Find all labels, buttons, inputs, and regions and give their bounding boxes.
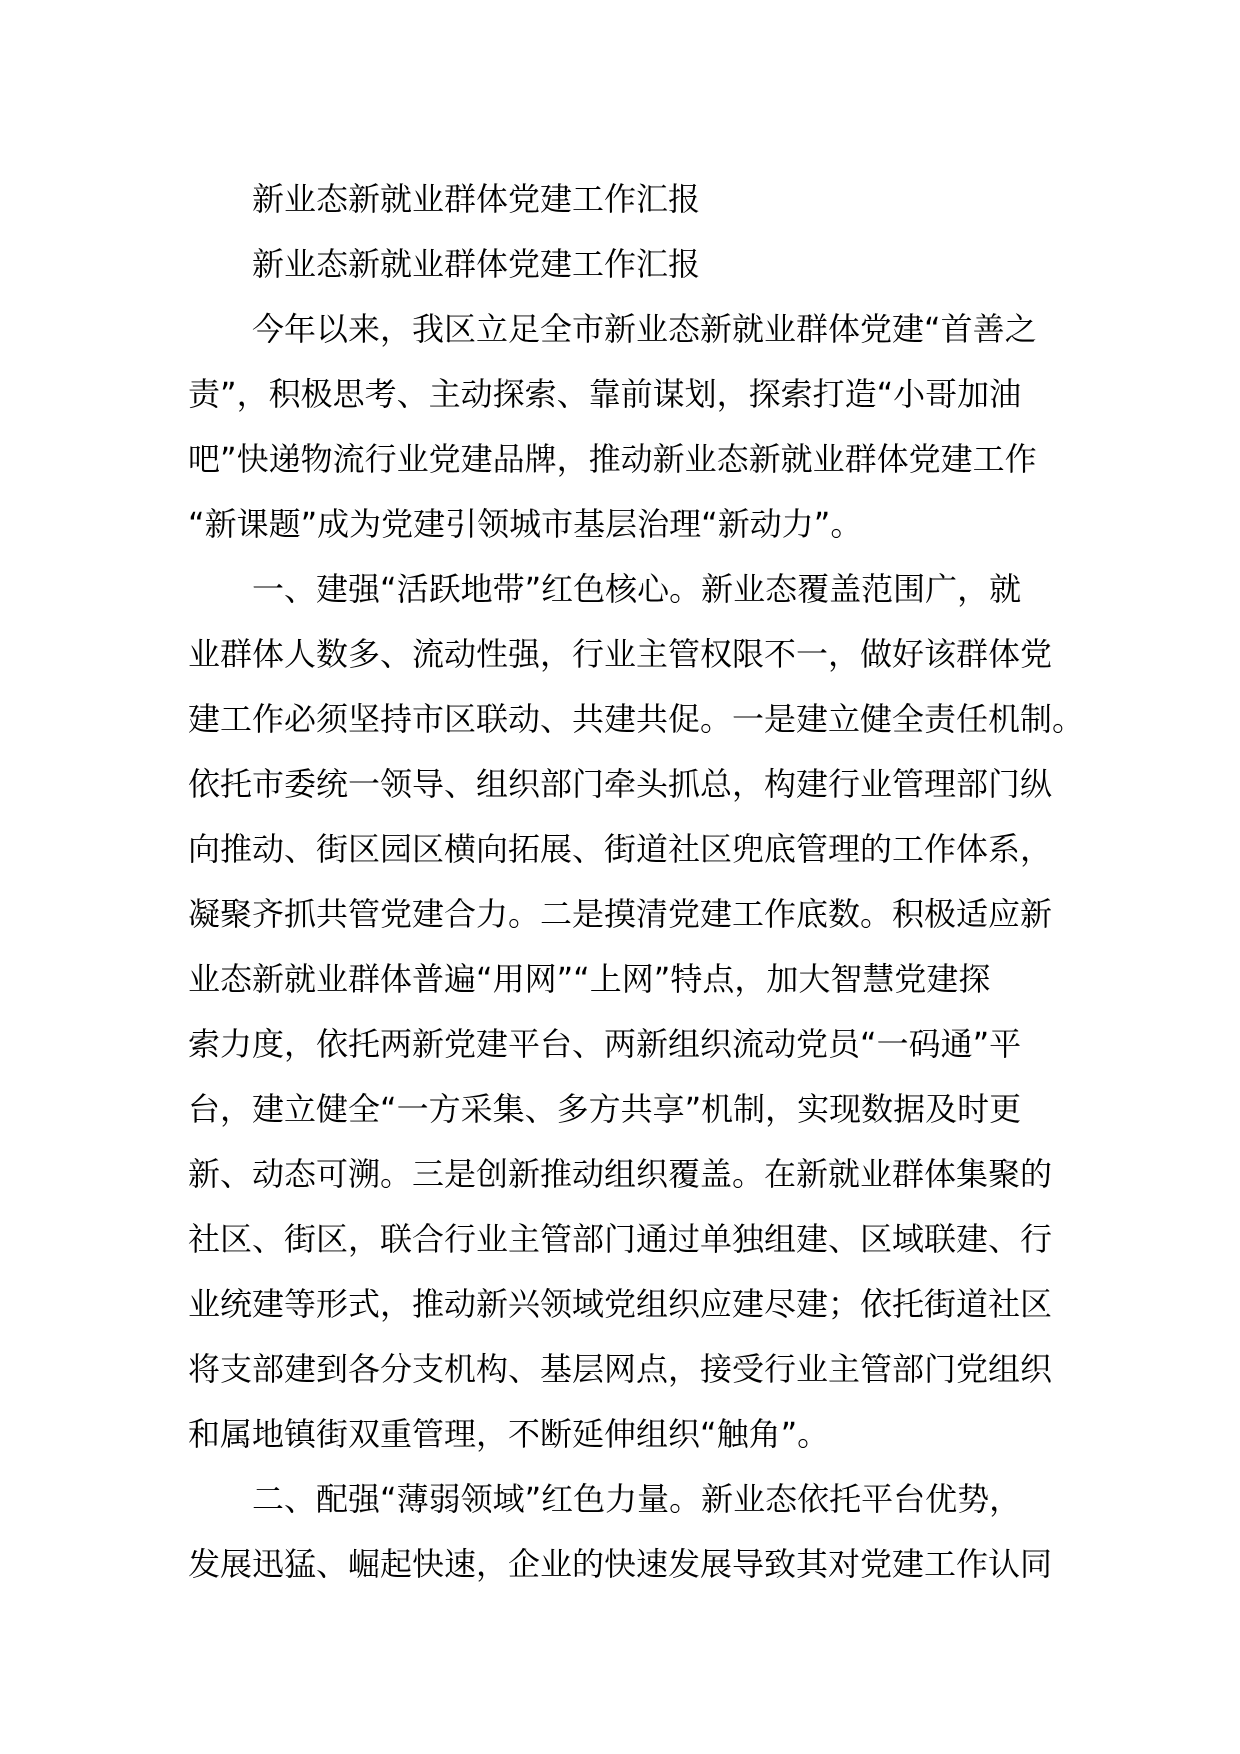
paragraph-line: 索力度，依托两新党建平台、两新组织流动党员“一码通”平 xyxy=(188,1025,1022,1063)
paragraph-line: 依托市委统一领导、组织部门牵头抓总，构建行业管理部门纵 xyxy=(188,765,1053,803)
paragraph-line: 和属地镇街双重管理，不断延伸组织“触角”。 xyxy=(188,1415,830,1453)
paragraph-line: 建工作必须坚持市区联动、共建共促。一是建立健全责任机制。 xyxy=(188,700,1085,738)
paragraph-line: 将支部建到各分支机构、基层网点，接受行业主管部门党组织 xyxy=(188,1350,1053,1388)
paragraph-line: 吧”快递物流行业党建品牌，推动新业态新就业群体党建工作 xyxy=(188,440,1037,478)
paragraph-line: 责”，积极思考、主动探索、靠前谋划，探索打造“小哥加油 xyxy=(188,375,1022,413)
paragraph-line: 今年以来，我区立足全市新业态新就业群体党建“首善之 xyxy=(252,310,1037,348)
paragraph-line: 凝聚齐抓共管党建合力。二是摸清党建工作底数。积极适应新 xyxy=(188,895,1053,933)
paragraph-line: 发展迅猛、崛起快速，企业的快速发展导致其对党建工作认同 xyxy=(188,1545,1053,1583)
paragraph-line: 二、配强“薄弱领域”红色力量。新业态依托平台优势， xyxy=(252,1480,1022,1518)
paragraph-line: 新、动态可溯。三是创新推动组织覆盖。在新就业群体集聚的 xyxy=(188,1155,1053,1193)
paragraph-line: 业态新就业群体普遍“用网”“上网”特点，加大智慧党建探 xyxy=(188,960,991,998)
document-page xyxy=(188,172,1085,1602)
paragraph-line: 业统建等形式，推动新兴领域党组织应建尽建；依托街道社区 xyxy=(188,1285,1053,1323)
paragraph-line: “新课题”成为党建引领城市基层治理“新动力”。 xyxy=(188,505,863,543)
paragraph-line: 台，建立健全“一方采集、多方共享”机制，实现数据及时更 xyxy=(188,1090,1022,1128)
paragraph-line: 一、建强“活跃地带”红色核心。新业态覆盖范围广，就 xyxy=(252,570,1022,608)
document-title: 新业态新就业群体党建工作汇报 xyxy=(252,180,701,218)
paragraph-line: 社区、街区，联合行业主管部门通过单独组建、区域联建、行 xyxy=(188,1220,1053,1258)
document-subtitle: 新业态新就业群体党建工作汇报 xyxy=(252,245,701,283)
paragraph-line: 业群体人数多、流动性强，行业主管权限不一，做好该群体党 xyxy=(188,635,1053,673)
paragraph-line: 向推动、街区园区横向拓展、街道社区兜底管理的工作体系， xyxy=(188,830,1053,868)
